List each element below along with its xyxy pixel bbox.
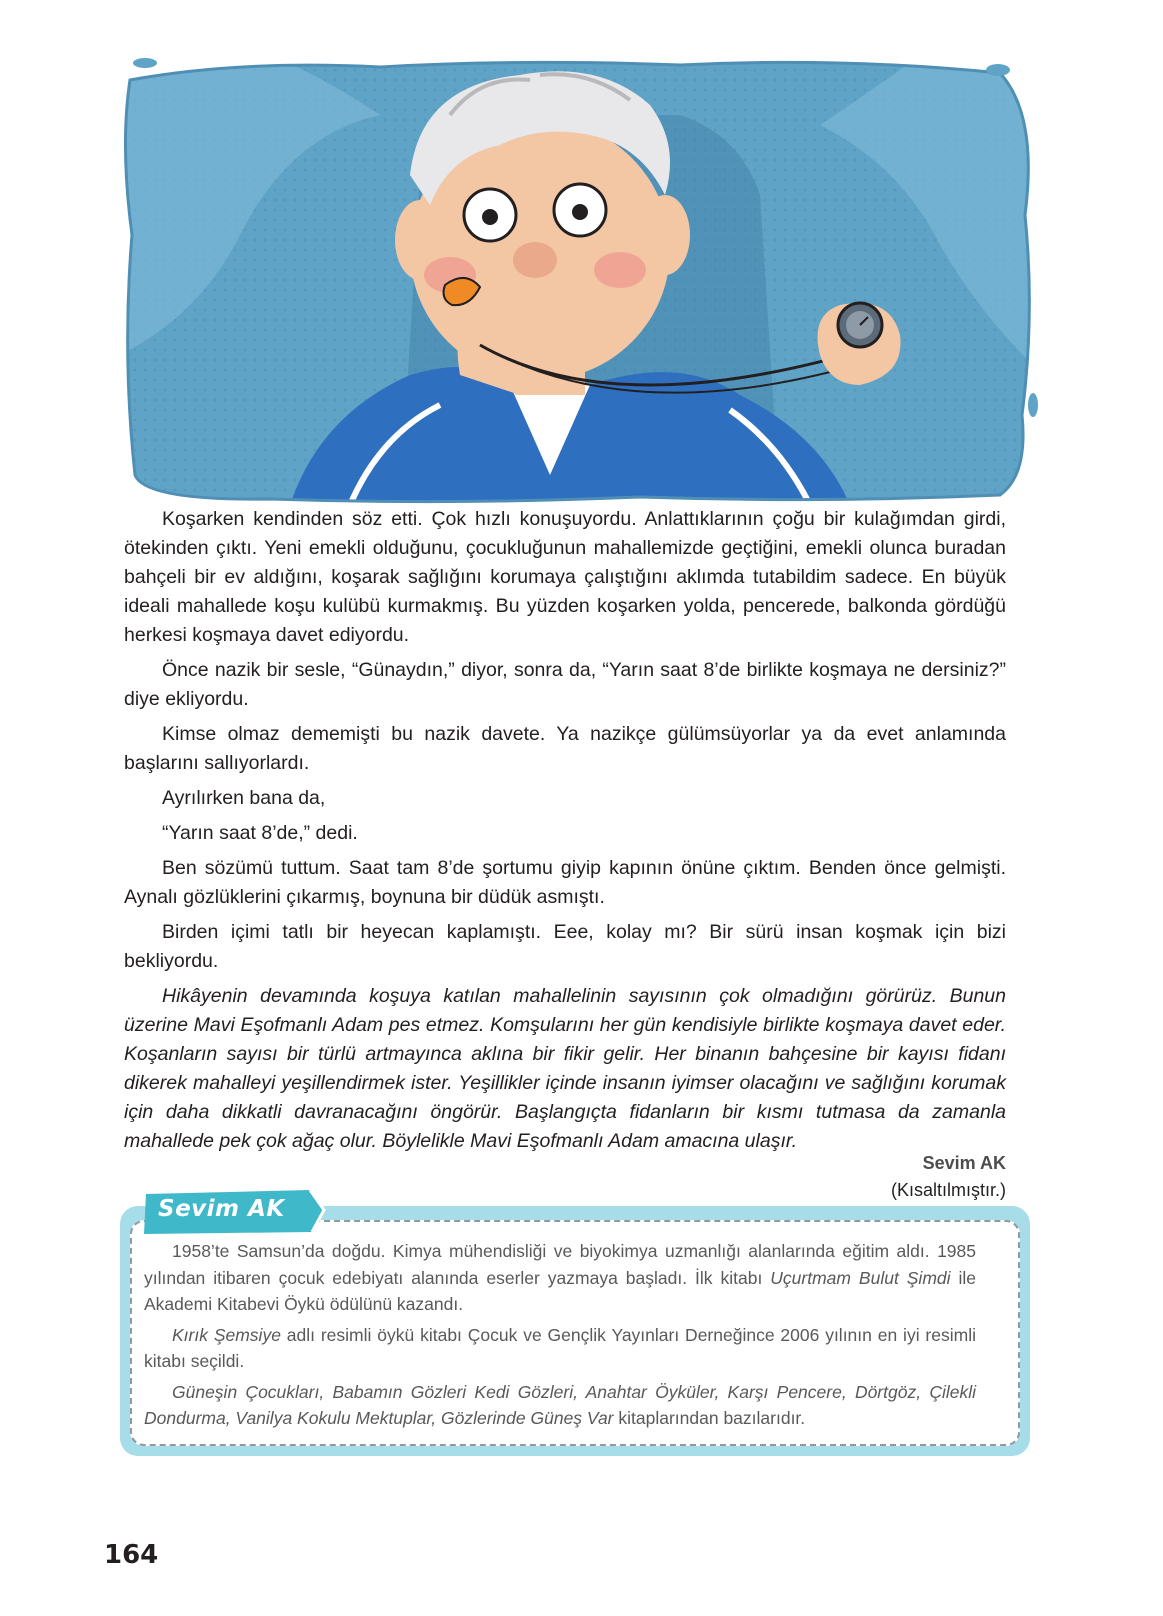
bio-title: Sevim AK [158,1196,285,1222]
story-paragraph: “Yarın saat 8’de,” dedi. [162,822,358,844]
page-number: 164 [104,1540,159,1570]
bio-title-tag [142,1188,328,1238]
story-summary: Hikâyenin devamında koşuya katılan mahallelinin sayısının çok olmadığını görürüz. Bunun üzerine Mavi Eşofmanlı Adam pes etmez. Komşularını her gün kendisiyle birlikte koşmaya davet eder. Koşanların sayısı bir türlü artmayınca aklına bir fikir gelir. Her binanın bahçesine bir kayısı fidanı dikerek mahalleyi yeşillendirmek ister. Yeşillikler içinde insanın iyimser olacağını ve sağlığını korumak için daha dikkatli davranacağını öngörür. Başlangıçta fidanların bir kısmı tutmasa da zamanla mahallede pek çok ağaç olur. Böylelikle Mavi Eşofmanlı Adam amacına ulaşır. [124,985,1006,1152]
abridged-note: (Kısaltılmıştır.) [890,1180,1006,1200]
story-paragraph: Önce nazik bir sesle, “Günaydın,” diyor, sonra da, “Yarın saat 8’de birlikte koşmaya ne dersiniz?” diye ekliyordu. [124,659,1006,710]
bio-text [144,1238,976,1436]
story-paragraph: Ben sözümü tuttum. Saat tam 8’de şortumu giyip kapının önüne çıktım. Benden önce gelmişti. Aynalı gözlüklerini çıkarmış, boynuna bir düdük asmıştı. [124,857,1006,908]
story-paragraph: Koşarken kendinden söz etti. Çok hızlı konuşuyordu. Anlattıklarının çoğu bir kulağımdan girdi, ötekinden çıktı. Yeni emekli olduğunu, çocukluğunun mahallemizde geçtiğini, emekli olunca buradan bahçeli bir ev aldığını, koşarak sağlığını korumaya çalıştığını aklımda tutabildim sadece. En büyük ideali mahallede koşu kulübü kurmakmış. Bu yüzden koşarken yolda, pencerede, balkonda gördüğü herkesi koşmaya davet ediyordu. [124,508,1006,646]
story-paragraph: Ayrılırken bana da, [162,787,326,809]
story-text [124,505,1006,1162]
author-credit [891,1150,1006,1204]
story-illustration [120,55,1043,505]
author-name: Sevim AK [922,1153,1006,1173]
bio-paragraph: 1958’te Samsun’da doğdu. Kimya mühendisliği ve biyokimya uzmanlığı alanlarında eğitim aldı. 1985 yılından itibaren çocuk edebiyatı alanında eserler yazmaya başladı. İlk kitabı Uçurtmam Bulut Şimdi ile Akademi Kitabevi Öykü ödülünü kazandı. [144,1241,976,1314]
bio-paragraph: Güneşin Çocukları, Babamın Gözleri Kedi Gözleri, Anahtar Öyküler, Karşı Pencere, Dörtgöz, Çilekli Dondurma, Vanilya Kokulu Mektuplar, Gözlerinde Güneş Var kitaplarından bazılarıdır. [144,1381,976,1428]
story-paragraph: Kimse olmaz dememişti bu nazik davete. Ya nazikçe gülümsüyorlar ya da evet anlamında başlarını sallıyorlardı. [124,723,1006,774]
stopwatch-icon [838,303,882,347]
story-paragraph: Birden içimi tatlı bir heyecan kaplamıştı. Eee, kolay mı? Bir sürü insan koşmak için bizi bekliyordu. [124,921,1006,972]
bio-paragraph: Kırık Şemsiye adlı resimli öykü kitabı Çocuk ve Gençlik Yayınları Derneğince 2006 yılının en iyi resimli kitabı seçildi. [144,1324,976,1371]
